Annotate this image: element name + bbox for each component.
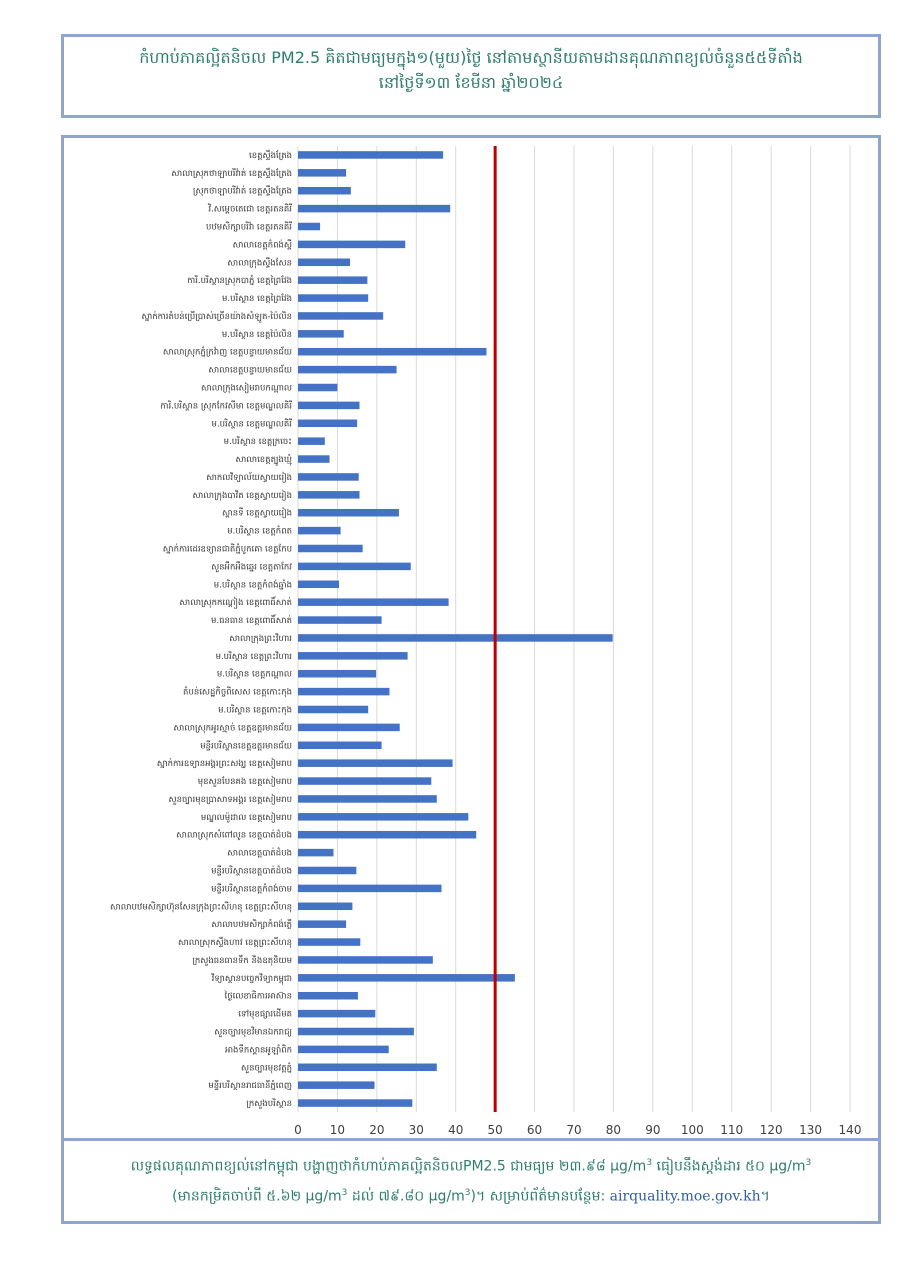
category-label: សាលាស្រុកស្ទឹងហាវ ខេត្តព្រះសីហនុ	[177, 938, 292, 949]
category-label: ថ្ងៃលេខាធិការអាស៊ាន	[224, 991, 292, 1002]
bar	[298, 706, 368, 714]
category-label: ម.បរិស្ថាន ខេត្តកំពង់ឆ្នាំង	[213, 580, 292, 591]
category-label: ម.ធនធាន ខេត្តពោធិ៍សាត់	[211, 616, 292, 627]
category-label: ម.បរិស្ថាន ខេត្តមណ្ឌលគិរី	[211, 419, 292, 430]
footer-standard-text: ធៀបនឹងស្តង់ដារ ៥០ µg/m	[652, 1158, 806, 1175]
footer-end-mark: ។	[760, 1188, 770, 1205]
bar	[298, 920, 346, 928]
bar	[298, 455, 330, 463]
x-tick-label: 90	[645, 1123, 661, 1137]
category-label: សាលាខេត្តត្បូងឃ្មុំ	[235, 455, 292, 466]
x-tick-label: 60	[526, 1123, 543, 1137]
bar	[298, 473, 359, 481]
bar	[298, 903, 352, 911]
bar	[298, 581, 339, 589]
category-label: សាកលវិទ្យាល័យស្វាយរៀង	[206, 472, 292, 483]
bar	[298, 598, 449, 606]
category-label: សាលាខេត្តបន្ទាយមានជ័យ	[208, 365, 292, 376]
category-label: ស្នាក់ការតំបន់ប្រើប្រាស់ច្រើនយ៉ាងសំឡូត-ប៉ៃលិន	[141, 311, 292, 322]
x-tick-label: 30	[408, 1123, 424, 1137]
x-tick-label: 130	[799, 1123, 823, 1137]
category-label: ខេត្តស្ទឹងត្រែង	[249, 150, 292, 161]
bar	[298, 276, 367, 284]
bar	[298, 259, 350, 267]
category-label: ស្នាក់ការឧទ្យានអង្គរព្រះសង្ឃ ខេត្តសៀមរាប	[156, 759, 292, 770]
bar	[298, 330, 344, 338]
bar	[298, 616, 382, 624]
x-tick-label: 10	[329, 1123, 346, 1137]
bar	[298, 849, 333, 857]
category-label: ការិ.បរិស្ថាន ស្រុកកែវសីមា ខេត្តមណ្ឌលគិរី	[160, 401, 292, 412]
category-label: ស្នាក់ការដេរឧទ្យានជាតិភ្នំបូកគោ ខេត្តកែប	[162, 544, 292, 555]
category-label: ស្រុកថាឡាបរិវ៉ាត់ ខេត្តស្ទឹងត្រែង	[192, 186, 292, 197]
bar	[298, 956, 433, 964]
category-label: សាលាស្រុកសំពៅលូន ខេត្តបាត់ដំបង	[176, 830, 292, 841]
unit-superscript: 3	[646, 1158, 653, 1168]
bar	[298, 742, 382, 750]
x-tick-label: 20	[369, 1123, 385, 1137]
category-label: ម.បរិស្ថាន ខេត្តព្រះវិហារ	[215, 651, 292, 662]
website-link[interactable]: airquality.moe.gov.kh	[609, 1188, 761, 1205]
unit-superscript: 3	[805, 1158, 812, 1168]
bar	[298, 813, 468, 821]
x-axis-ticks	[294, 1123, 861, 1137]
bar	[298, 1028, 414, 1036]
category-label: សាលាស្រុកថាឡាបរិវ៉ាត់ ខេត្តស្ទឹងត្រែង	[171, 168, 292, 179]
bar	[298, 563, 411, 571]
category-label: សាលាខេត្តកំពង់ស្ពឺ	[232, 240, 292, 251]
bar	[298, 795, 437, 803]
unit-superscript: 3	[341, 1187, 348, 1198]
footer-more-info-text: )។ សម្រាប់ព័ត៌មានបន្ថែម:	[470, 1188, 610, 1205]
footer-range-text-2: ដល់ ៧៩.៨០ µg/m	[347, 1188, 465, 1205]
category-label: មន្ទីរបរិស្ថានខេត្តបាត់ដំបង	[211, 866, 292, 877]
bar	[298, 223, 320, 231]
category-label: តំបន់សេដ្ឋកិច្ចពិសេស ខេត្តកោះកុង	[183, 687, 292, 698]
bar	[298, 634, 613, 642]
category-label: សាលាខេត្តបាត់ដំបង	[227, 848, 292, 859]
category-label: សាលាក្រុងស្ទឹងសែន	[227, 258, 292, 269]
bar	[298, 1081, 374, 1089]
bar	[298, 312, 383, 320]
bar	[298, 545, 363, 553]
bar	[298, 652, 408, 660]
bar	[298, 1064, 437, 1072]
category-label: ម.បរិស្ថាន ខេត្តព្រៃវែង	[222, 294, 292, 305]
category-label: វិ.សម្តេចតេជោ ខេត្តរតនគិរី	[208, 204, 292, 215]
bar	[298, 527, 341, 535]
category-label: សាលាស្រុកកណ្តៀង ខេត្តពោធិ៍សាត់	[179, 598, 292, 609]
x-tick-label: 100	[680, 1123, 704, 1137]
category-label: ម.បរិស្ថាន ខេត្តកណ្តាល	[216, 669, 292, 680]
footer-line-2	[64, 1180, 878, 1210]
bar	[298, 294, 368, 302]
bar	[298, 491, 360, 499]
bar	[298, 437, 325, 445]
bar	[298, 509, 399, 517]
grid-layer	[298, 146, 850, 1112]
x-tick-label: 70	[566, 1123, 582, 1137]
bar	[298, 241, 405, 249]
bar-chart	[64, 138, 878, 1138]
category-label: មុខសួនបែនគង ខេត្តសៀមរាប	[197, 777, 292, 788]
footer-range-text: (មានកម្រិតចាប់ពី ៥.៦២ µg/m	[172, 1188, 342, 1205]
bar	[298, 205, 450, 213]
category-label: សាលាក្រុងបាវិត ខេត្តស្វាយរៀង	[192, 490, 292, 501]
category-label: សាលាបឋមសិក្សាកំពង់ភ្លើ	[211, 920, 292, 931]
category-label: មន្ទីរបរិស្ថានខេត្តឧត្តរមានជ័យ	[200, 741, 292, 752]
category-label: សួនអឹកអឹងឆ្នេរ ខេត្តតាកែវ	[211, 562, 292, 573]
bar	[298, 885, 442, 893]
bar	[298, 777, 431, 785]
footer-line-1	[64, 1150, 878, 1180]
category-label: សាលាក្រុងសៀមរាបកណ្ដាល	[201, 383, 292, 394]
category-label: ម.បរិស្ថាន ខេត្តកំពត	[227, 526, 292, 537]
bar	[298, 670, 376, 678]
category-label: អាងទឹកស្ពានអូឡាំពិក	[224, 1045, 292, 1056]
category-label: ម.បរិស្ថាន ខេត្តក្រចេះ	[223, 437, 292, 448]
category-label: បឋមសិក្សាបរិវ៉ា ខេត្តរតនគិរី	[205, 222, 292, 233]
x-tick-label: 110	[720, 1123, 744, 1137]
category-label: ម.បរិស្ថាន ខេត្តកោះកុង	[218, 705, 292, 716]
category-label: ម.បរិស្ថាន ខេត្តប៉ៃលិន	[221, 329, 292, 340]
chart-title-line-2: នៅថ្ងៃទី១៣ ខែមីនា ឆ្នាំ២០២៤	[378, 73, 564, 92]
bar	[298, 366, 397, 374]
category-label: មន្ទីរបរិស្ថានរាជធានីភ្នំពេញ	[208, 1081, 292, 1092]
chart-box	[61, 135, 881, 1141]
bar	[298, 831, 476, 839]
title-box	[61, 34, 881, 118]
x-tick-label: 0	[294, 1123, 302, 1137]
category-label: សួនច្បារមុខប្រាសាទអង្គរ ខេត្តសៀមរាប	[168, 794, 292, 805]
category-label: ការិ.បរិស្ថានស្រុកបាភ្នំ ខេត្តព្រៃវែង	[187, 276, 292, 287]
category-label: ទៅមុខផ្សារដើមគ	[238, 1009, 292, 1020]
bar	[298, 187, 351, 195]
x-tick-label: 40	[448, 1123, 464, 1137]
category-labels	[110, 149, 292, 1109]
chart-title-line-1: កំហាប់ភាគល្អិតនិចល PM2.5 គិតជាមធ្យមក្នុង១(មួយ)ថ្ងៃ នៅតាមស្ថានីយតាមដានគុណភាពខ្យល់ចំនួន៥៥ទីតាំង	[139, 48, 803, 67]
bar	[298, 384, 337, 392]
bar	[298, 348, 486, 356]
bar	[298, 169, 346, 177]
x-tick-label: 140	[838, 1123, 862, 1137]
bar	[298, 938, 360, 946]
category-label: មណ្ឌលម៉ូដាល ខេត្តសៀមរាប	[200, 812, 292, 823]
bar	[298, 688, 389, 696]
category-label: ស្ពានទី ខេត្តស្វាយរៀង	[222, 508, 292, 519]
category-label: សាលាស្រុកភ្នំក្រវ៉ាញ ខេត្តបន្ទាយមានជ័យ	[162, 347, 292, 358]
bar	[298, 867, 356, 875]
footer-box	[61, 1138, 881, 1224]
category-label: ក្រសួងធនធានទឹក និងឧតុនិយម	[192, 955, 292, 966]
bar	[298, 759, 453, 767]
unit-superscript: 3	[464, 1187, 471, 1198]
category-label: សាលាបឋមសិក្សាហ៊ុនសែនក្រុងព្រះសីហនុ ខេត្តព្រះសីហនុ	[109, 902, 292, 913]
x-tick-label: 50	[487, 1123, 503, 1137]
bar	[298, 1046, 389, 1054]
bar	[298, 992, 358, 1000]
bar	[298, 1099, 412, 1107]
bar	[298, 724, 400, 732]
x-tick-label: 80	[605, 1123, 622, 1137]
category-label: ក្រសួងបរិស្ថាន	[246, 1099, 292, 1110]
category-label: សួនច្បារមុខវត្តភ្នំ	[241, 1063, 292, 1074]
x-tick-label: 120	[759, 1123, 783, 1137]
category-label: វិទ្យាស្ថានបច្ចេកវិទ្យាកម្ពុជា	[211, 973, 292, 984]
category-label: សាលាស្រុកអូរស្មាច់ ខេត្តឧត្តរមានជ័យ	[173, 723, 292, 734]
category-label: សាលាក្រុងព្រះវិហារ	[229, 633, 292, 644]
bar	[298, 402, 360, 410]
bar	[298, 420, 357, 428]
bar	[298, 151, 443, 159]
bar	[298, 974, 515, 982]
category-label: មន្ទីរបរិស្ថានខេត្តកំពង់ចាម	[211, 884, 292, 895]
footer-average-text: លទ្ធផលគុណភាពខ្យល់នៅកម្ពុជា បង្ហាញថាកំហាប់ភាគល្អិតនិចលPM2.5 ជាមធ្យម ២៣.៩៨ µg/m	[130, 1158, 647, 1175]
bar	[298, 1010, 375, 1018]
category-label: សួនច្បារមុខវិមានឯករាជ្យ	[214, 1027, 292, 1038]
